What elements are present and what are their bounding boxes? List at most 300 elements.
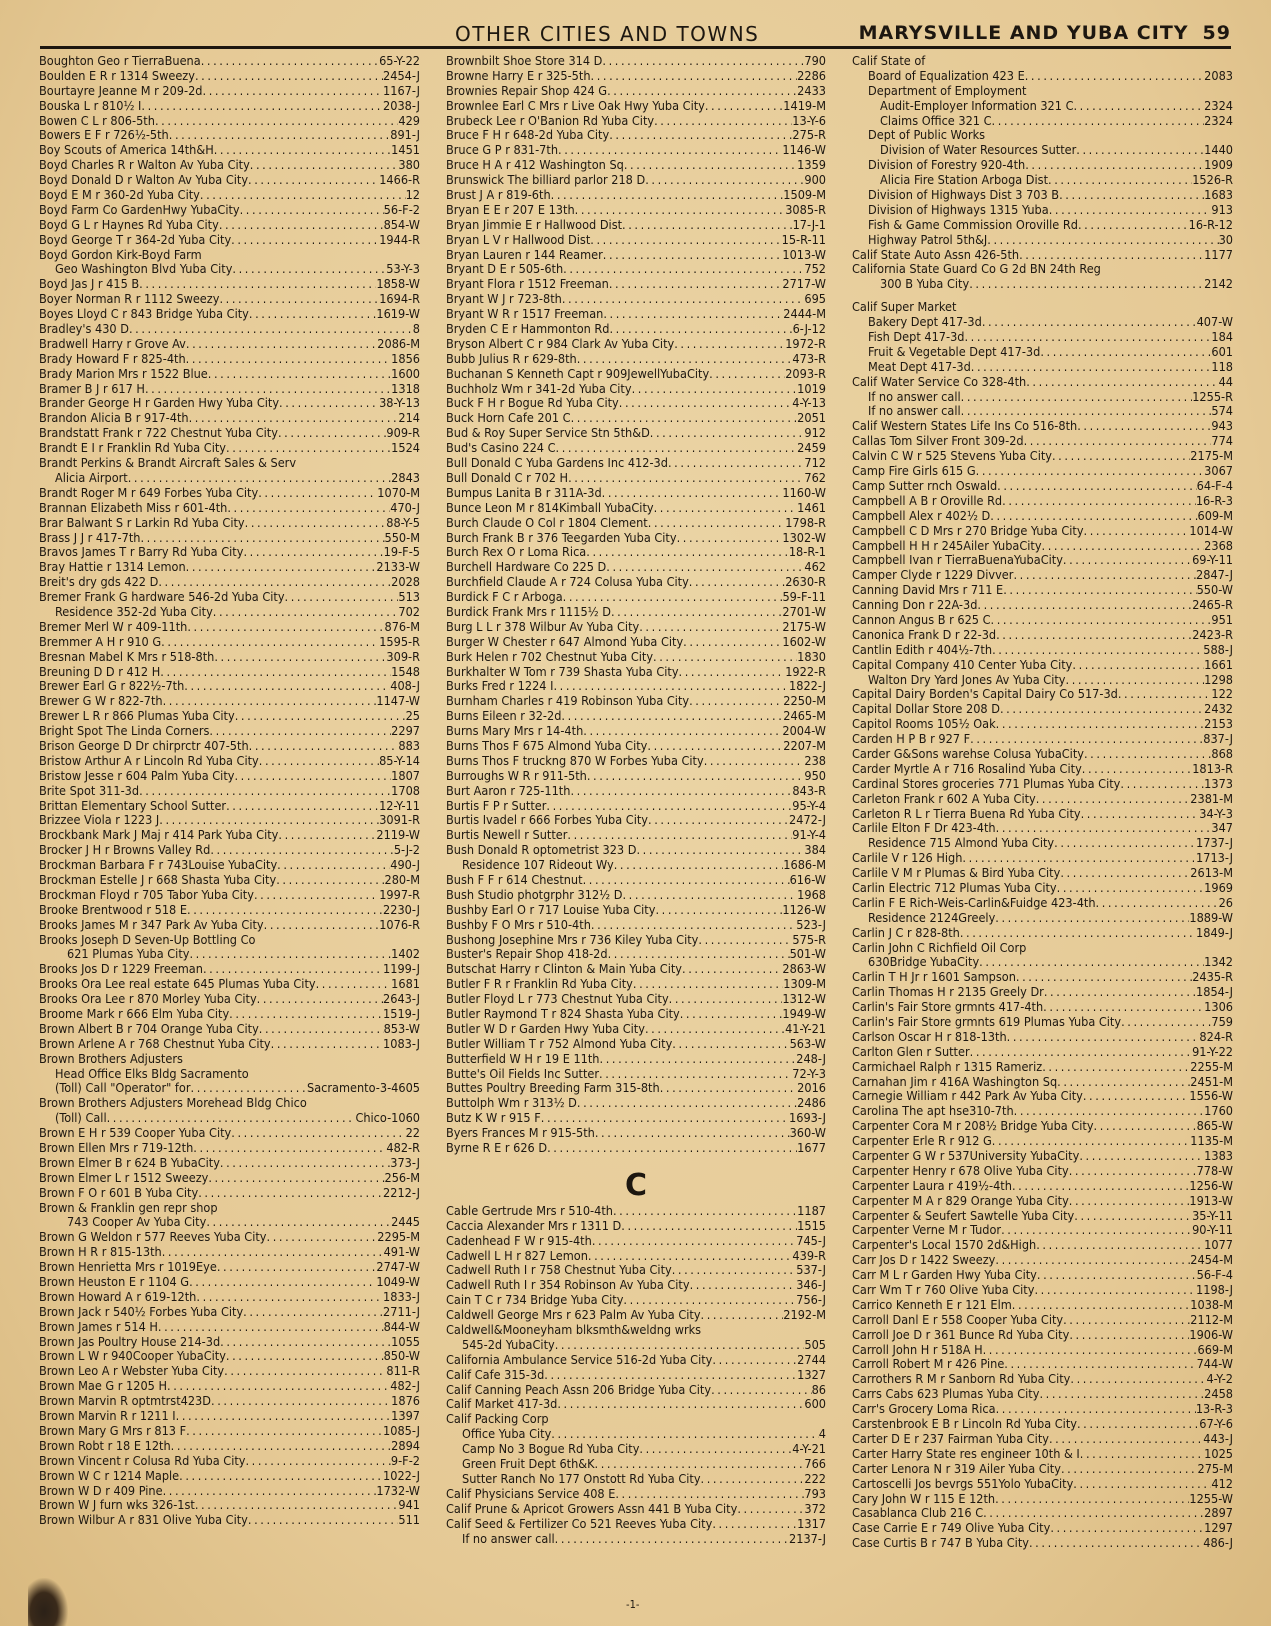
phone-number: 1515 — [797, 1218, 826, 1233]
listing-entry — [39, 620, 420, 635]
leader-dots — [249, 307, 377, 322]
listing-entry — [39, 1260, 420, 1275]
listing-entry — [852, 345, 1233, 360]
listing-name: Byers Frances M r 915-5th — [446, 1126, 595, 1141]
listing-name: Buttes Poultry Breeding Farm 315-8th — [446, 1081, 660, 1096]
listing-entry — [852, 315, 1233, 330]
listing-entry — [39, 799, 420, 814]
phone-number: 762 — [804, 470, 826, 485]
leader-dots — [1082, 762, 1192, 777]
listing-entry — [446, 456, 826, 471]
leader-dots — [1026, 375, 1218, 390]
phone-number: 280-M — [384, 872, 420, 887]
leader-dots — [1036, 792, 1191, 807]
listing-name: Brown W C r 1214 Maple — [39, 1468, 180, 1483]
phone-number: 1255-W — [1189, 1491, 1233, 1506]
phone-number: 1019 — [797, 381, 826, 396]
listing-entry — [446, 396, 826, 411]
listing-name: Campbell A B r Oroville Rd — [852, 493, 1003, 508]
listing-name: Boyd G L r Haynes Rd Yuba City — [39, 217, 219, 232]
listing-name: California Ambulance Service 516-2d Yuba City — [446, 1352, 713, 1367]
listing-name: Carden H P B r 927 F — [852, 732, 971, 747]
leader-dots — [1096, 896, 1219, 911]
leader-dots — [561, 709, 783, 724]
leader-dots — [240, 203, 384, 218]
phone-number: 65-Y-22 — [379, 54, 420, 68]
listing-name: Butte's Oil Fields Inc Sutter — [446, 1066, 600, 1081]
phone-number: 1255-R — [1192, 389, 1233, 404]
listing-name: Burger W Chester r 647 Almond Yuba City — [446, 634, 684, 649]
listing-entry — [39, 1513, 420, 1528]
corner-stain — [28, 1578, 68, 1626]
leader-dots — [690, 1278, 797, 1293]
leader-dots — [211, 1394, 391, 1409]
phone-number: 574 — [1211, 404, 1233, 419]
listing-name: Buchanan S Kenneth Capt r 909JewellYubaCity — [446, 366, 710, 381]
phone-number: 941 — [398, 1498, 420, 1513]
listing-name: Brown Robt r 18 E 12th — [39, 1438, 171, 1453]
leader-dots — [226, 1349, 384, 1364]
phone-number: 1677 — [797, 1141, 826, 1156]
listing-entry — [39, 1349, 420, 1364]
phone-number: 1830 — [797, 649, 826, 664]
phone-number: 2423-R — [1192, 627, 1233, 642]
phone-number: 2701-W — [782, 604, 826, 619]
leader-dots — [1016, 970, 1192, 985]
phone-number: 2175-W — [782, 619, 826, 634]
listing-entry — [446, 426, 826, 441]
listing-name: Brander George H r Garden Hwy Yuba City — [39, 396, 280, 411]
phone-number: 1038-M — [1190, 1297, 1233, 1312]
listing-entry — [39, 739, 420, 754]
phone-number: 491-W — [383, 1245, 420, 1260]
listing-entry — [852, 1149, 1233, 1164]
phone-number: 695 — [804, 292, 826, 307]
listing-entry — [446, 799, 826, 814]
listing-entry — [852, 643, 1233, 658]
leader-dots — [976, 464, 1205, 479]
leader-dots — [203, 84, 384, 99]
listing-name: Cadenhead F W r 915-4th — [446, 1233, 592, 1248]
phone-number: 1135-M — [1190, 1134, 1233, 1149]
leader-dots — [1069, 1164, 1197, 1179]
listing-entry — [39, 367, 420, 382]
leader-dots — [169, 128, 390, 143]
listing-name: Brown Jas Poultry House 214-3d — [39, 1334, 221, 1349]
listing-entry — [446, 1007, 826, 1022]
phone-number: 59-F-11 — [782, 590, 826, 605]
phone-number: 1548 — [391, 664, 420, 679]
leader-dots — [557, 1397, 804, 1412]
leader-dots — [1002, 494, 1196, 509]
leader-dots — [701, 1472, 805, 1487]
phone-number: 41-Y-21 — [785, 1021, 826, 1036]
phone-number: 1909 — [1204, 158, 1233, 173]
listing-name: Brewer G W r 822-7th — [39, 694, 163, 709]
leader-dots — [969, 277, 1204, 292]
phone-number: 1302-W — [782, 530, 826, 545]
listing-entry — [852, 1238, 1233, 1253]
listing-name: If no answer call — [868, 389, 961, 404]
listing-entry — [852, 233, 1233, 248]
phone-number: 1402 — [391, 947, 420, 962]
leader-dots — [129, 322, 413, 337]
phone-number: 1419-M — [783, 98, 826, 113]
phone-number: 2747-W — [376, 1260, 420, 1275]
leader-dots — [961, 390, 1193, 405]
phone-number: 1070-M — [377, 485, 420, 500]
leader-dots — [674, 337, 785, 352]
leader-dots — [614, 858, 784, 873]
leader-dots — [203, 962, 383, 977]
phone-number: 1922-R — [785, 664, 826, 679]
leader-dots — [709, 367, 785, 382]
leader-dots — [193, 1141, 386, 1156]
phone-number: 2717-W — [782, 277, 826, 292]
phone-number: 523-J — [796, 917, 826, 932]
leader-dots — [279, 396, 379, 411]
leader-dots — [1077, 419, 1211, 434]
leader-dots — [1074, 1209, 1192, 1224]
listing-name: Carleton R L r Tierra Buena Rd Yuba City — [852, 806, 1081, 821]
listing-entry — [446, 173, 826, 188]
listing-name: Cary John W r 115 E 12th — [852, 1491, 996, 1506]
leader-dots — [195, 69, 383, 84]
listing-name: Dept of Public Works — [868, 128, 986, 143]
listing-name: Carlile Elton F Dr 423-4th — [852, 821, 996, 836]
listing-name: Bowen C L r 806-5th — [39, 113, 155, 128]
phone-number: 1049-W — [376, 1275, 420, 1290]
listing-entry — [852, 1089, 1233, 1104]
leader-dots — [555, 1338, 805, 1353]
listing-name: Cain T C r 734 Bridge Yuba City — [446, 1293, 624, 1308]
phone-number: 17-J-1 — [792, 217, 826, 232]
listing-name: Division of Water Resources Sutter — [880, 143, 1077, 158]
listing-name: Calif State of — [852, 54, 926, 68]
leader-dots — [982, 315, 1197, 330]
listing-entry — [852, 509, 1233, 524]
listing-entry — [446, 1397, 826, 1412]
listing-entry — [39, 724, 420, 739]
listing-name: Brown Vincent r Colusa Rd Yuba City — [39, 1453, 246, 1468]
listing-name: Butler F R r Franklin Rd Yuba City — [446, 977, 633, 992]
spacer — [852, 292, 1233, 300]
listing-entry — [39, 1022, 420, 1037]
listing-entry — [39, 501, 420, 516]
listing-name: Claims Office 321 C — [880, 113, 992, 128]
section-letter: C — [624, 1167, 648, 1203]
phone-number: 912 — [804, 426, 826, 441]
phone-number: 2847-J — [1196, 568, 1233, 583]
phone-number: Sacramento-3-4605 — [307, 1081, 420, 1096]
listing-entry — [446, 590, 826, 605]
listing-name: Geo Washington Blvd Yuba City — [55, 262, 233, 277]
phone-number: 2459 — [797, 441, 826, 456]
phone-number: 1906-W — [1189, 1327, 1233, 1342]
leader-dots — [1050, 1521, 1204, 1536]
listing-name: Campbell Ivan r TierraBuenaYubaCity — [852, 553, 1063, 568]
leader-dots — [562, 292, 805, 307]
leader-dots — [176, 1409, 392, 1424]
leader-dots — [1094, 1119, 1197, 1134]
leader-dots — [997, 479, 1197, 494]
leader-dots — [1077, 1417, 1199, 1432]
leader-dots — [624, 158, 797, 173]
listing-name: Burks Fred r 1224 I — [446, 679, 554, 694]
listing-entry — [446, 947, 826, 962]
listing-entry — [852, 173, 1233, 188]
listing-name: Butterfield W H r 19 E 11th — [446, 1051, 600, 1066]
listing-name: Bush Donald R optometrist 323 D — [446, 843, 637, 858]
listing-name: Brown & Franklin gen repr shop — [39, 1200, 218, 1215]
listing-name: Carlin Thomas H r 2135 Greely Dr — [852, 985, 1044, 1000]
leader-dots — [1042, 539, 1205, 554]
listing-name: 300 B Yuba City — [880, 277, 970, 292]
listing-entry — [39, 962, 420, 977]
listing-name: Alicia Airport — [55, 470, 128, 485]
listing-entry — [446, 1141, 826, 1156]
leader-dots — [1073, 1477, 1211, 1492]
listing-name: Sutter Ranch No 177 Onstott Rd Yuba City — [462, 1471, 701, 1486]
leader-dots — [737, 1502, 804, 1517]
phone-number: 588-J — [1203, 642, 1233, 657]
phone-number: 1451 — [391, 143, 420, 158]
phone-number: 2324 — [1204, 113, 1233, 128]
listing-entry — [39, 1171, 420, 1186]
listing-name: Carlton Glen r Sutter — [852, 1044, 970, 1059]
leader-dots — [546, 799, 792, 814]
phone-number: 609-M — [1197, 508, 1233, 523]
listing-entry — [446, 352, 826, 367]
listing-name: Buttolph Wm r 313½ D — [446, 1096, 577, 1111]
listing-name: (Toll) Call "Operator" for — [55, 1081, 191, 1096]
phone-number: 2381-M — [1190, 791, 1233, 806]
leader-dots — [571, 411, 798, 426]
phone-number: 1085-J — [383, 1423, 420, 1438]
leader-dots — [232, 262, 386, 277]
leader-dots — [654, 501, 798, 516]
leader-dots — [1073, 99, 1204, 114]
listing-name: Division of Highways 1315 Yuba — [868, 202, 1049, 217]
leader-dots — [160, 665, 391, 680]
listing-entry — [446, 128, 826, 143]
listing-name: Camp Sutter rnch Oswald — [852, 478, 998, 493]
leader-dots — [187, 620, 384, 635]
listing-name: Calif Seed & Fertilizer Co 521 Reeves Yuba City — [446, 1516, 713, 1531]
leader-dots — [214, 143, 391, 158]
leader-dots — [184, 679, 390, 694]
phone-number: 1167-J — [383, 83, 420, 98]
phone-number: 384 — [804, 843, 826, 858]
listing-entry — [39, 1215, 420, 1230]
phone-number: 865-W — [1196, 1119, 1233, 1134]
leader-dots — [231, 1126, 405, 1141]
leader-dots — [285, 590, 399, 605]
phone-number: 2432 — [1204, 702, 1233, 717]
listing-entry — [39, 337, 420, 352]
leader-dots — [622, 218, 793, 233]
listing-entry — [39, 1275, 420, 1290]
listing-entry — [39, 411, 420, 426]
phone-number: 3091-R — [379, 813, 420, 828]
leader-dots — [979, 955, 1204, 970]
listing-entry — [39, 1290, 420, 1305]
listing-name: Brown W D r 409 Pine — [39, 1483, 163, 1498]
running-head — [859, 22, 1231, 44]
leader-dots — [1013, 568, 1196, 583]
leader-dots — [600, 1052, 797, 1067]
phone-number: 1686-M — [783, 858, 826, 873]
leader-dots — [128, 471, 391, 486]
listing-name: Bryan Jimmie E r Hallwood Dist — [446, 217, 623, 232]
listing-entry — [446, 1081, 826, 1096]
listing-entry — [852, 54, 1233, 69]
phone-number: 844-W — [383, 1319, 420, 1334]
listing-entry — [446, 843, 826, 858]
leader-dots — [575, 203, 786, 218]
leader-dots — [1012, 1179, 1189, 1194]
phone-number: 16-R-12 — [1188, 217, 1233, 232]
listing-name: Bristow Jesse r 604 Palm Yuba City — [39, 768, 235, 783]
leader-dots — [277, 858, 390, 873]
listing-entry — [39, 262, 420, 277]
listing-entry — [446, 501, 826, 516]
listing-name: Cartoscelli Jos bevrgs 551Yolo YubaCity — [852, 1476, 1074, 1491]
phone-number: 2297 — [391, 724, 420, 739]
listing-name: Carroll Danl E r 558 Cooper Yuba City — [852, 1312, 1064, 1327]
leader-dots — [956, 300, 1233, 315]
phone-number: 2643-J — [383, 992, 420, 1007]
phone-number: 2454-J — [383, 68, 420, 83]
leader-dots — [220, 1156, 390, 1171]
listing-entry — [39, 784, 420, 799]
phone-number: 118 — [1211, 359, 1233, 374]
listing-name: Bumpus Lanita B r 311A-3d — [446, 485, 602, 500]
listing-entry — [446, 1278, 826, 1293]
phone-number: 12 — [405, 188, 420, 203]
listing-entry — [852, 970, 1233, 985]
phone-number: 2863-W — [782, 962, 826, 977]
listing-entry — [446, 382, 826, 397]
leader-dots — [243, 545, 383, 560]
phone-number: 600 — [804, 1397, 826, 1412]
listing-name: Caldwell&Mooneyham blksmth&weldng wrks — [446, 1323, 702, 1338]
leader-dots — [964, 330, 1211, 345]
listing-entry — [39, 173, 420, 188]
phone-number: 462 — [804, 560, 826, 575]
phone-number: 122 — [1211, 687, 1233, 702]
listing-name: Boyd Donald D r Walton Av Yuba City — [39, 173, 249, 188]
listing-name: If no answer call — [462, 1531, 555, 1546]
phone-number: 811-R — [386, 1364, 420, 1379]
listing-entry — [446, 1263, 826, 1278]
leader-dots — [186, 352, 392, 367]
listing-entry — [39, 128, 420, 143]
leader-dots — [167, 1379, 390, 1394]
listing-entry — [39, 143, 420, 158]
leader-dots — [163, 694, 377, 709]
leader-dots — [218, 1201, 420, 1216]
listing-name: Brown Arlene A r 768 Chestnut Yuba City — [39, 1036, 271, 1051]
phone-number: 702 — [398, 604, 420, 619]
listing-entry — [852, 277, 1233, 292]
leader-dots — [231, 233, 379, 248]
listing-entry — [852, 1268, 1233, 1283]
listing-name: Brooks Ora Lee real estate 645 Plumas Yuba City — [39, 977, 316, 992]
leader-dots — [680, 1007, 783, 1022]
listing-entry — [39, 1394, 420, 1409]
leader-dots — [639, 1442, 792, 1457]
listing-name: Breit's dry gds 422 D — [39, 575, 159, 590]
listing-entry — [39, 709, 420, 724]
listing-name: Brown Brothers Adjusters Morehead Bldg Chico — [39, 1096, 307, 1111]
phone-number: 1126-W — [782, 902, 826, 917]
listing-name: Brandt E I r Franklin Rd Yuba City — [39, 441, 227, 456]
listing-entry — [852, 747, 1233, 762]
phone-number: 1383 — [1204, 1149, 1233, 1164]
listing-entry — [852, 128, 1233, 143]
listing-name: California State Guard Co G 2d BN 24th Reg — [852, 262, 1101, 277]
listing-name: Carlin's Fair Store grmnts 417-4th — [852, 1000, 1044, 1015]
phone-number: 408-J — [390, 679, 420, 694]
leader-dots — [183, 1052, 420, 1067]
leader-dots — [243, 1305, 383, 1320]
phone-number: 2843 — [391, 470, 420, 485]
leader-dots — [1044, 985, 1196, 1000]
listing-name: Carpenter & Seufert Sawtelle Yuba City — [852, 1208, 1075, 1223]
listing-name: Calif Physicians Service 408 E — [446, 1486, 616, 1501]
listing-name: Burns Thos F truckng 870 W Forbes Yuba City — [446, 753, 704, 768]
listing-name: Boyd Jas J r 415 B — [39, 277, 140, 292]
listing-entry — [39, 992, 420, 1007]
phone-number: 72-Y-3 — [792, 1066, 826, 1081]
phone-number: 744-W — [1196, 1357, 1233, 1372]
leader-dots — [996, 717, 1205, 732]
listing-name: Carlin F E Rich-Weis-Carlin&Fuidge 423-4th — [852, 895, 1096, 910]
phone-number: 2454-M — [1190, 1253, 1233, 1268]
listing-name: Bunce Leon M r 814Kimball YubaCity — [446, 500, 654, 515]
listing-entry — [39, 694, 420, 709]
listing-entry — [446, 1022, 826, 1037]
listing-name: Butler W D r Garden Hwy Yuba City — [446, 1021, 645, 1036]
listing-entry — [39, 1454, 420, 1469]
listing-entry — [446, 635, 826, 650]
phone-number: 550-M — [384, 530, 420, 545]
listing-name: 621 Plumas Yuba City — [67, 947, 190, 962]
listing-entry — [39, 813, 420, 828]
listing-name: Carr M L r Garden Hwy Yuba City — [852, 1268, 1037, 1283]
listing-name: Campbell Alex r 402½ D — [852, 508, 991, 523]
listing-entry — [39, 114, 420, 129]
listing-entry — [852, 262, 1233, 277]
phone-number: 1312-W — [782, 992, 826, 1007]
leader-dots — [1034, 1283, 1196, 1298]
phone-number: 2192-M — [783, 1308, 826, 1323]
listing-name: Brunswick The billiard parlor 218 D — [446, 173, 646, 188]
phone-number: 490-J — [390, 858, 420, 873]
listing-entry — [852, 1209, 1233, 1224]
listing-entry — [39, 426, 420, 441]
listing-name: Burdick F C r Arboga — [446, 590, 563, 605]
leader-dots — [613, 1204, 797, 1219]
listing-entry — [852, 1328, 1233, 1343]
listing-name: Carlile V r 126 High — [852, 851, 963, 866]
listing-entry — [446, 560, 826, 575]
listing-entry — [39, 531, 420, 546]
listing-name: Caldwell George Mrs r 623 Palm Av Yuba City — [446, 1308, 701, 1323]
listing-name: Carrothers R M r Sanborn Rd Yuba City — [852, 1372, 1071, 1387]
listing-name: Carlile V M r Plumas & Bird Yuba City — [852, 866, 1061, 881]
